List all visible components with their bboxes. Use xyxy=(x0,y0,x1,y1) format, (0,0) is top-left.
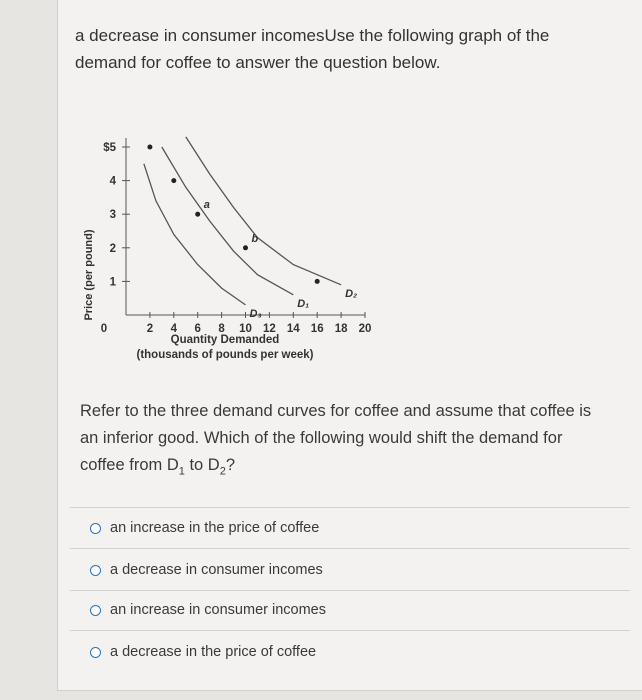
radio-button[interactable] xyxy=(90,647,101,658)
x-axis-label: Quantity Demanded xyxy=(170,334,280,346)
data-point xyxy=(171,178,176,183)
divider xyxy=(70,507,630,508)
y-tick-label: 4 xyxy=(109,175,116,188)
divider xyxy=(70,590,630,591)
curve-label: D₁ xyxy=(297,297,310,310)
y-tick-label: 3 xyxy=(109,209,116,222)
demand-curve-0 xyxy=(144,164,246,305)
demand-chart xyxy=(80,110,380,380)
option-increase-consumer-incomes[interactable] xyxy=(90,599,326,621)
x-axis-sublabel: (thousands of pounds per week) xyxy=(136,349,314,361)
question-line-3-mid: to D xyxy=(184,456,220,474)
y-tick-label: 1 xyxy=(109,276,116,289)
question-line-1: Refer to the three demand curves for coffee and assume that coffee is xyxy=(80,402,592,420)
option-decrease-price-coffee[interactable] xyxy=(90,641,316,663)
question-line-3-end: ? xyxy=(225,456,236,474)
x-tick-label: 14 xyxy=(286,323,300,335)
point-label: a xyxy=(203,199,210,212)
question-text xyxy=(80,398,620,485)
divider xyxy=(70,630,630,631)
x-tick-label: 16 xyxy=(310,323,324,335)
x-tick-label: 2 xyxy=(146,323,154,335)
data-point xyxy=(147,145,152,150)
option-increase-price-coffee[interactable] xyxy=(90,517,319,539)
x-tick-label: 8 xyxy=(218,323,225,335)
demand-chart-svg xyxy=(80,110,380,380)
option-label: an increase in consumer incomes xyxy=(110,602,326,618)
option-label: an increase in the price of coffee xyxy=(110,520,320,536)
x-tick-label: 18 xyxy=(334,323,348,335)
x-tick-label: 0 xyxy=(100,323,108,335)
subscript-1: 1 xyxy=(178,465,185,478)
data-point xyxy=(315,279,320,284)
x-tick-label: 20 xyxy=(358,323,372,335)
x-tick-label: 12 xyxy=(263,323,276,335)
radio-button[interactable] xyxy=(90,523,101,534)
question-line-3-pre: coffee from D xyxy=(80,456,179,474)
point-label: b xyxy=(251,232,259,245)
x-tick-label: 6 xyxy=(194,323,201,335)
option-decrease-consumer-incomes[interactable] xyxy=(90,559,323,581)
option-label: a decrease in the price of coffee xyxy=(110,644,317,660)
header-text: a decrease in consumer incomesUse the following graph of the demand for coffee to answer the question below. xyxy=(75,26,550,72)
subscript-2: 2 xyxy=(219,465,226,478)
radio-button[interactable] xyxy=(90,565,101,576)
option-label: a decrease in consumer incomes xyxy=(110,562,323,578)
curve-label: D₂ xyxy=(345,287,358,300)
x-tick-label: 10 xyxy=(239,323,252,335)
data-point xyxy=(195,212,200,217)
y-tick-label: 2 xyxy=(109,242,116,255)
question-line-2: an inferior good. Which of the following would shift the demand for xyxy=(80,429,563,447)
question-line-3 xyxy=(80,452,620,485)
demand-curve-1 xyxy=(162,147,293,295)
data-point xyxy=(243,245,248,250)
x-tick-label: 4 xyxy=(170,323,178,335)
radio-button[interactable] xyxy=(90,605,101,616)
divider xyxy=(70,548,630,549)
y-axis-label: Price (per pound) xyxy=(83,229,95,321)
y-tick-label: $5 xyxy=(103,142,116,154)
curve-label: D₃ xyxy=(249,307,262,320)
